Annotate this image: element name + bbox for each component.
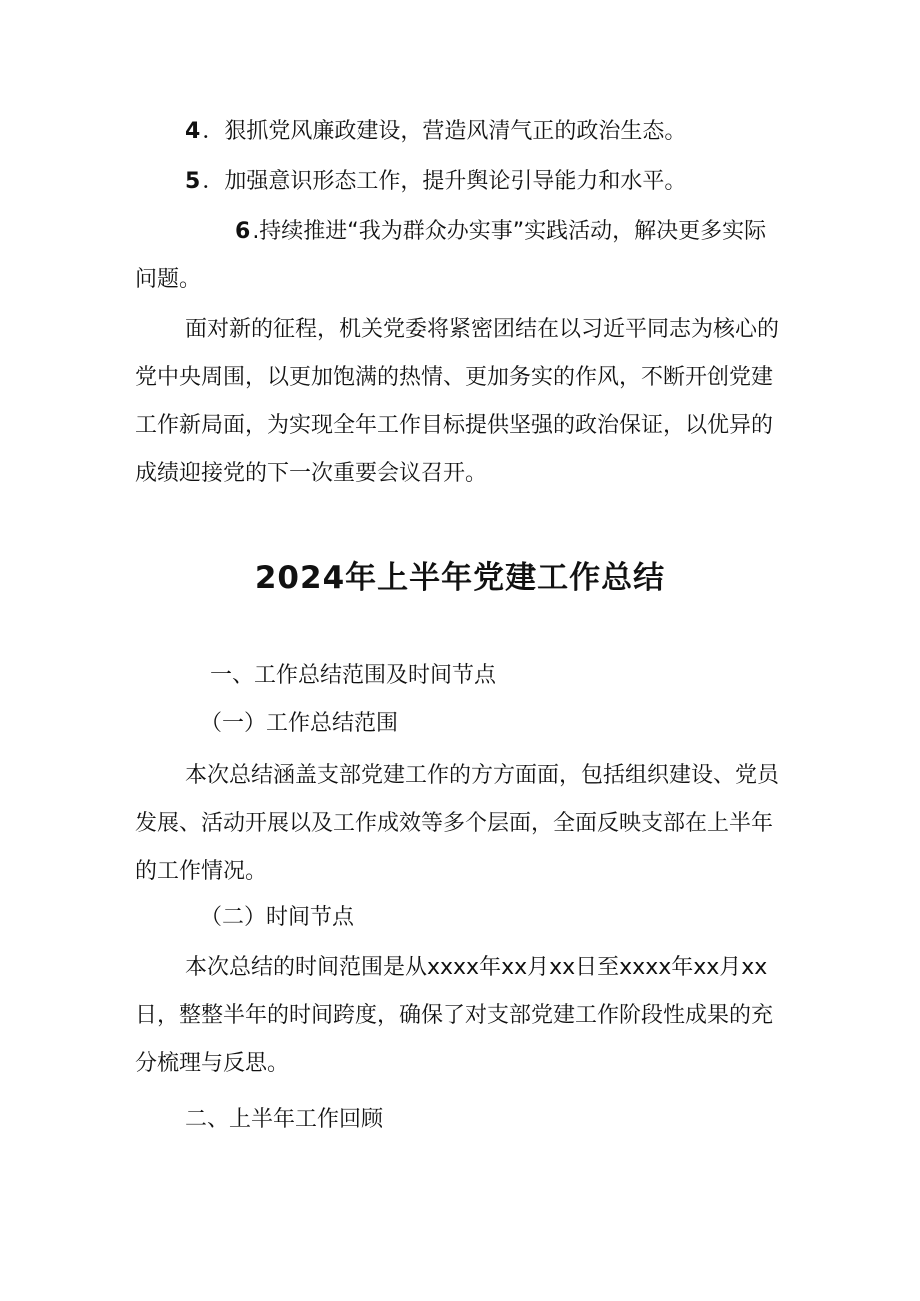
subsection-2-body: 本次总结的时间范围是从xxxx年xx月xx日至xxxx年xx月xx日，整整半年的时间跨度，确保了对支部党建工作阶段性成果的充分梳理与反思。 — [135, 955, 774, 1076]
list-item-6 — [135, 208, 787, 304]
list-item-number: 4 — [185, 119, 201, 144]
document-title: 2024年上半年党建工作总结 — [254, 560, 666, 596]
subsection-1-body: 本次总结涵盖支部党建工作的方方面面，包括组织建设、党员发展、活动开展以及工作成效等多个层面，全面反映支部在上半年的工作情况。 — [135, 763, 780, 884]
list-item-5 — [185, 158, 837, 206]
subsection-2-heading: （二）时间节点 — [200, 905, 355, 930]
list-item-text: ．狠抓党风廉政建设，营造风清气正的政治生态。 — [202, 119, 687, 144]
closing-paragraph: 面对新的征程，机关党委将紧密团结在以习近平同志为核心的党中央周围，以更加饱满的热情、更加务实的作风，不断开创党建工作新局面，为实现全年工作目标提供坚强的政治保证，以优异的成绩迎接党的下一次重要会议召开。 — [135, 317, 780, 486]
list-item-number: 5 — [185, 169, 201, 194]
section-2-heading: 二、上半年工作回顾 — [185, 1107, 384, 1132]
list-item-text: ．加强意识形态工作，提升舆论引导能力和水平。 — [202, 169, 687, 194]
list-item-4 — [185, 108, 837, 156]
subsection-1-heading: （一）工作总结范围 — [200, 711, 399, 736]
list-item-number: 6 — [235, 219, 251, 244]
section-1-heading: 一、工作总结范围及时间节点 — [210, 663, 497, 688]
list-item-text: .持续推进“我为群众办实事”实践活动，解决更多实际问题。 — [135, 219, 767, 292]
